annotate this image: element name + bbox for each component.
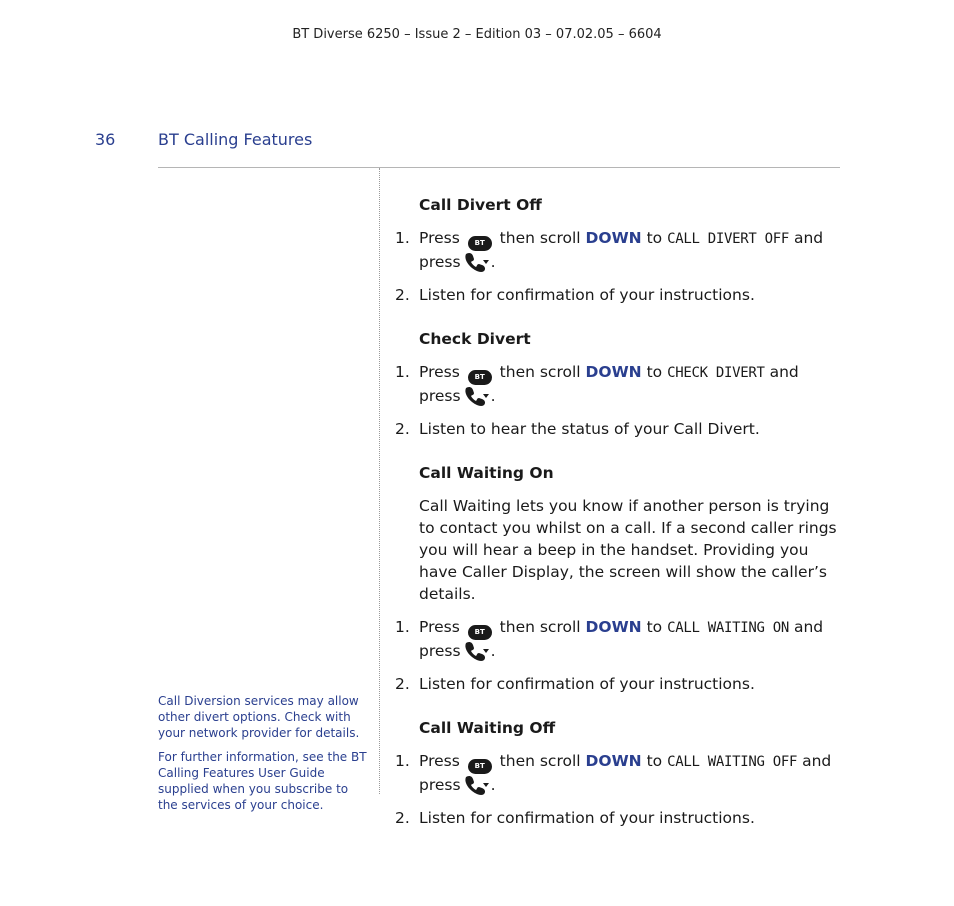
down-keyword: DOWN [585, 229, 642, 247]
step-text: Listen to hear the status of your Call Divert. [419, 420, 760, 438]
punctuation: . [490, 387, 496, 405]
down-keyword: DOWN [585, 752, 642, 770]
step-item [395, 418, 845, 440]
step-list [395, 616, 845, 695]
word: then scroll [499, 229, 581, 247]
feature-heading: Call Waiting Off [419, 719, 556, 737]
step-list [395, 750, 845, 829]
word: to [646, 363, 663, 381]
step-text [419, 361, 845, 407]
step-item [395, 673, 845, 695]
display-text: CALL DIVERT OFF [667, 231, 790, 247]
word: then scroll [499, 618, 581, 636]
word: and [802, 752, 832, 770]
feature-intro: Call Waiting lets you know if another person is trying to contact you whilst on a call. If a second caller rings you will hear a beep in the handset. Providing you have Caller Display, the screen will show the caller’s details. [419, 497, 837, 603]
column-divider [379, 168, 380, 794]
step-number: 2. [395, 286, 410, 304]
feature-heading: Check Divert [419, 330, 531, 348]
feature-heading: Call Divert Off [419, 196, 542, 214]
word: press [419, 387, 461, 405]
step-list [395, 361, 845, 440]
step-text: Listen for confirmation of your instructions. [419, 286, 755, 304]
step-item [395, 750, 845, 796]
step-number: 1. [395, 363, 410, 381]
display-text: CALL WAITING OFF [667, 754, 798, 770]
down-keyword: DOWN [585, 618, 642, 636]
display-text: CHECK DIVERT [667, 365, 765, 381]
word: then scroll [499, 752, 581, 770]
side-note: Call Diversion services may allow other divert options. Check with your network provider for details. [158, 694, 360, 740]
feature-section [395, 328, 845, 440]
step-number: 1. [395, 618, 410, 636]
step-number: 2. [395, 675, 410, 693]
punctuation: . [490, 642, 496, 660]
word: and [793, 229, 824, 247]
word: Press [419, 363, 460, 381]
bt-menu-button-icon: BT [468, 759, 492, 774]
step-number: 1. [395, 752, 410, 770]
word: to [646, 752, 663, 770]
bt-menu-button-icon: BT [468, 370, 492, 385]
display-text: CALL WAITING ON [667, 620, 790, 636]
bt-menu-button-icon: BT [468, 625, 492, 640]
punctuation: . [490, 776, 496, 794]
step-text: Listen for confirmation of your instructions. [419, 675, 755, 693]
feature-heading: Call Waiting On [419, 464, 554, 482]
step-text [419, 616, 845, 662]
phone-handset-icon [463, 251, 491, 273]
word: Press [419, 752, 460, 770]
word: to [646, 618, 663, 636]
feature-section [395, 717, 845, 829]
step-item [395, 807, 845, 829]
page-number: 36 [95, 130, 116, 149]
word: to [646, 229, 663, 247]
feature-section [395, 194, 845, 306]
step-text [419, 750, 845, 796]
step-item [395, 284, 845, 306]
document-header: BT Diverse 6250 – Issue 2 – Edition 03 – 07.02.05 – 6604 [292, 27, 662, 42]
word: and [793, 618, 824, 636]
word: press [419, 642, 461, 660]
step-item [395, 361, 845, 407]
word: press [419, 253, 461, 271]
word: and [769, 363, 799, 381]
bt-menu-button-icon: BT [468, 236, 492, 251]
word: Press [419, 229, 460, 247]
word: press [419, 776, 461, 794]
header-rule [158, 167, 840, 168]
phone-handset-icon [463, 640, 491, 662]
phone-handset-icon [463, 774, 491, 796]
step-list [395, 227, 845, 306]
side-notes [158, 693, 370, 821]
main-content [395, 194, 845, 851]
down-keyword: DOWN [585, 363, 642, 381]
step-item [395, 227, 845, 273]
word: Press [419, 618, 460, 636]
section-title: BT Calling Features [158, 130, 313, 149]
step-item [395, 616, 845, 662]
step-text [419, 227, 845, 273]
step-number: 2. [395, 809, 410, 827]
phone-handset-icon [463, 385, 491, 407]
step-number: 2. [395, 420, 410, 438]
step-text: Listen for confirmation of your instructions. [419, 809, 755, 827]
side-note: For further information, see the BT Calling Features User Guide supplied when you subscribe to the services of your choice. [158, 750, 367, 812]
step-number: 1. [395, 229, 410, 247]
punctuation: . [490, 253, 496, 271]
word: then scroll [499, 363, 581, 381]
feature-section [395, 462, 845, 695]
